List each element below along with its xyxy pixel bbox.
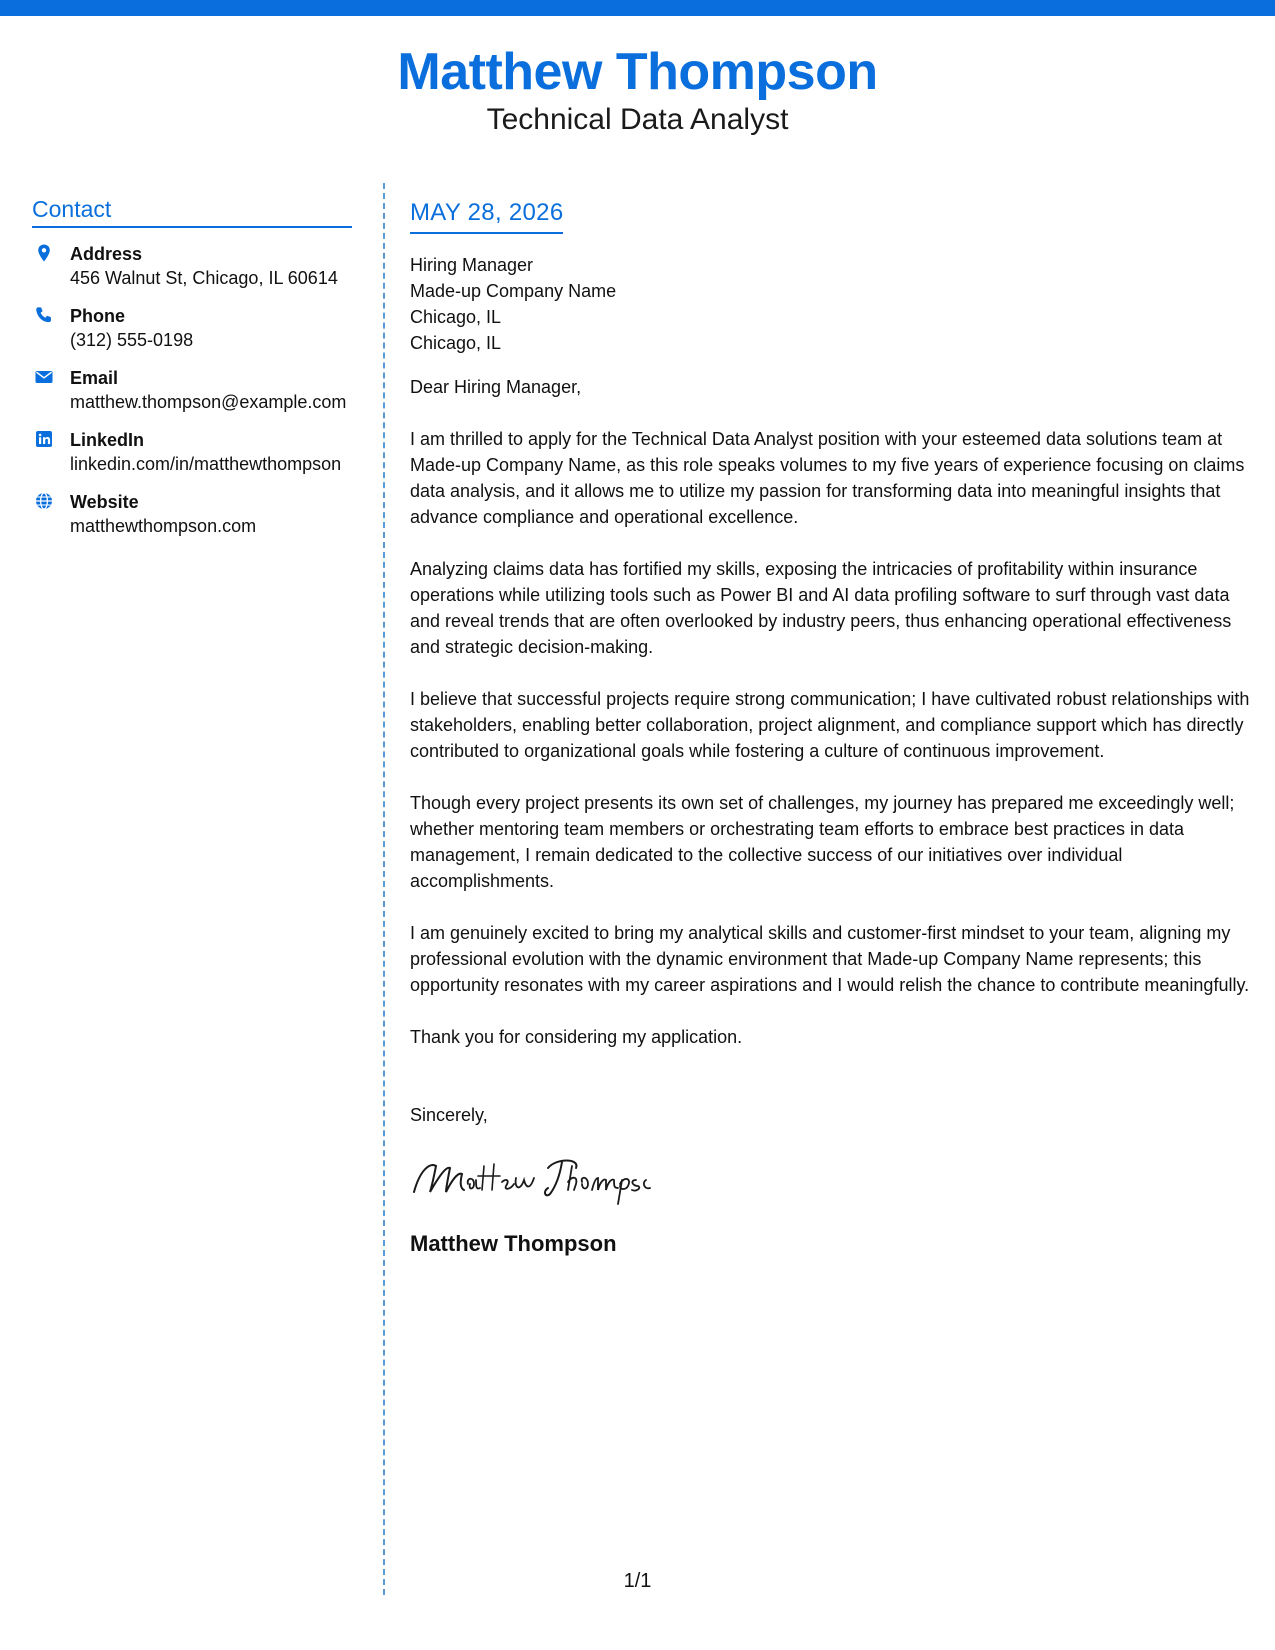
recipient-block xyxy=(410,252,1250,356)
thank-you-line: Thank you for considering my application. xyxy=(410,1027,743,1047)
salutation: Dear Hiring Manager, xyxy=(410,377,582,397)
contact-item-phone xyxy=(32,304,352,352)
contact-item-email xyxy=(32,366,352,414)
signature-drawing xyxy=(410,1148,680,1208)
letter-date: MAY 28, 2026 xyxy=(410,196,563,234)
contact-label: LinkedIn xyxy=(70,430,145,450)
contact-label: Phone xyxy=(70,306,126,326)
contact-label: Website xyxy=(70,492,139,512)
page-number: 1/1 xyxy=(623,1570,652,1592)
contact-list xyxy=(32,242,352,538)
linkedin-icon xyxy=(34,429,54,449)
contact-item-address xyxy=(32,242,352,290)
top-accent-bar xyxy=(0,0,1275,16)
letter-header xyxy=(0,42,1275,138)
linkedin-value[interactable]: linkedin.com/in/matthewthompson xyxy=(70,454,342,474)
body-paragraph: I believe that successful projects require strong communication; I have cultivated robust relationships with stakeholders, enabling better collaboration, project alignment, and compliance support which has directly contributed to organizational goals while fostering a culture of continuous improvement. xyxy=(410,689,1250,761)
globe-icon xyxy=(34,491,54,511)
recipient-line: Chicago, IL xyxy=(410,333,502,353)
website-value[interactable]: matthewthompson.com xyxy=(70,516,257,536)
contact-item-linkedin xyxy=(32,428,352,476)
body-paragraph: Though every project presents its own set of challenges, my journey has prepared me exceedingly well; whether mentoring team members or orchestrating team efforts to embrace best practices in data management, I remain dedicated to the collective success of our initiatives over individual accomplishments. xyxy=(410,793,1235,891)
applicant-name: Matthew Thompson xyxy=(397,43,878,101)
handwritten-signature xyxy=(410,1148,680,1208)
contact-sidebar xyxy=(32,194,352,552)
contact-label: Address xyxy=(70,244,143,264)
column-divider xyxy=(383,183,385,1595)
recipient-line: Made-up Company Name xyxy=(410,281,617,301)
body-paragraph: I am thrilled to apply for the Technical Data Analyst position with your esteemed data solutions team at Made-up Company Name, as this role speaks volumes to my five years of experience focusing on claims data analysis, and it allows me to utilize my passion for transforming data into meaningful insights that advance compliance and operational excellence. xyxy=(410,429,1245,527)
phone-icon xyxy=(34,305,54,325)
body-paragraph: Analyzing claims data has fortified my skills, exposing the intricacies of profitability within insurance operations while utilizing tools such as Power BI and AI data profiling software to surf through vast data and reveal trends that are often overlooked by industry peers, thus enhancing operational effectiveness and strategic decision-making. xyxy=(410,559,1232,657)
signer-name: Matthew Thompson xyxy=(410,1231,617,1256)
email-value[interactable]: matthew.thompson@example.com xyxy=(70,392,347,412)
contact-label: Email xyxy=(70,368,119,388)
contact-heading: Contact xyxy=(32,194,352,228)
body-paragraph: I am genuinely excited to bring my analytical skills and customer-first mindset to your team, aligning my professional evolution with the dynamic environment that Made-up Company Name represents; this opportunity resonates with my career aspirations and I would relish the chance to contribute meaningfully. xyxy=(410,923,1250,995)
recipient-line: Chicago, IL xyxy=(410,307,502,327)
envelope-icon xyxy=(34,367,54,387)
address-value: 456 Walnut St, Chicago, IL 60614 xyxy=(70,268,338,288)
phone-value: (312) 555-0198 xyxy=(70,330,194,350)
contact-item-website xyxy=(32,490,352,538)
closing: Sincerely, xyxy=(410,1105,488,1125)
applicant-title: Technical Data Analyst xyxy=(486,103,789,136)
letter-body xyxy=(410,196,1250,1258)
recipient-line: Hiring Manager xyxy=(410,255,534,275)
map-pin-icon xyxy=(34,243,54,263)
